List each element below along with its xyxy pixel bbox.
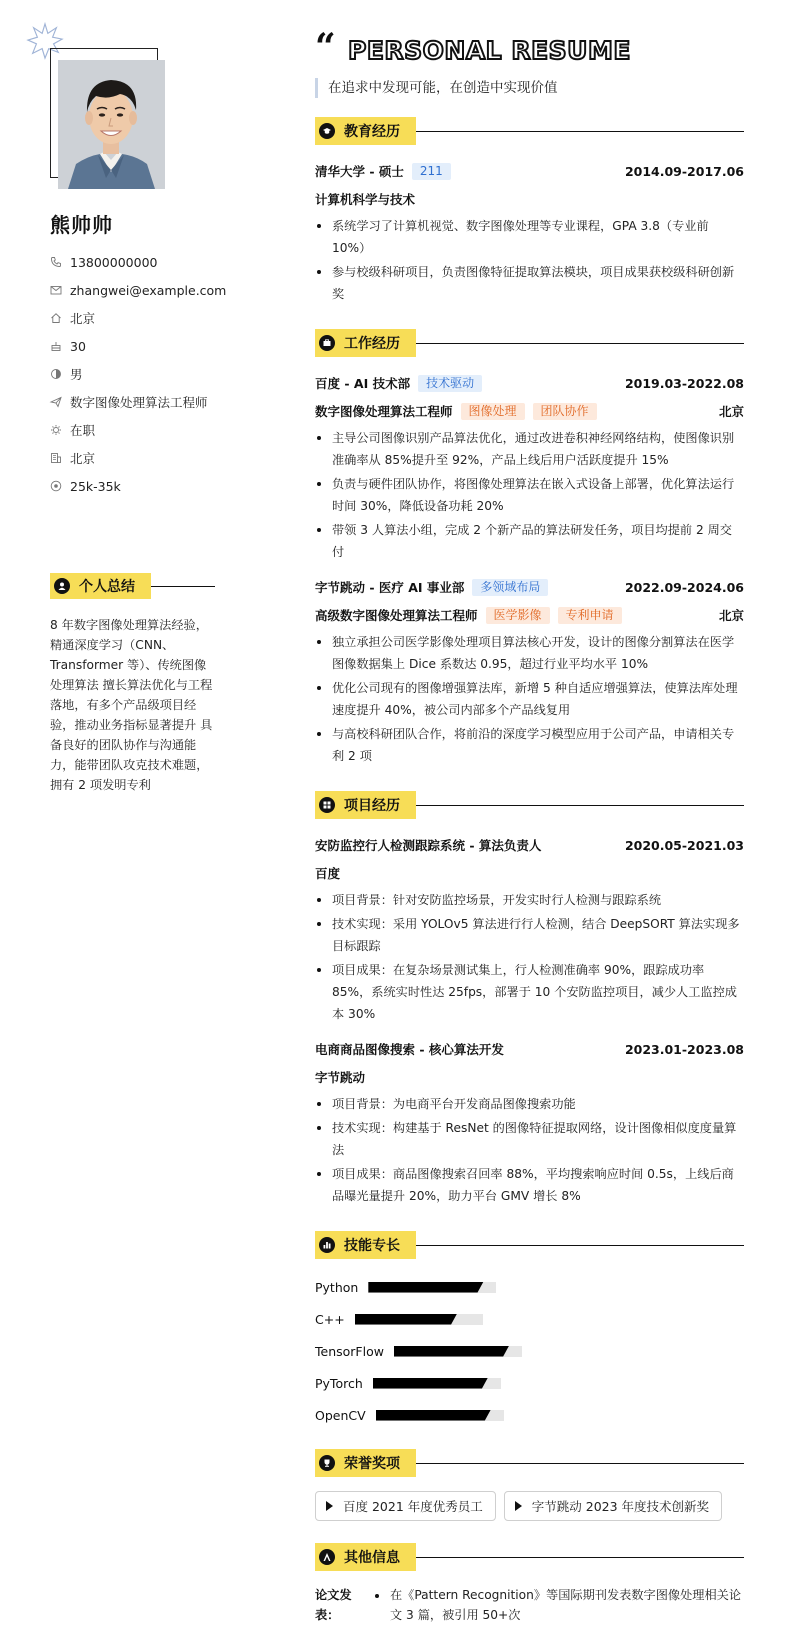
list-item: 主导公司图像识别产品算法优化，通过改进卷积神经网络结构，使图像识别准确率从 85%提升至 92%，产品上线后用户活跃度提升 15% [315, 427, 744, 471]
list-item: 项目背景：为电商平台开发商品图像搜索功能 [315, 1093, 744, 1115]
list-item: 带领 3 人算法小组，完成 2 个新产品的算法研发任务，项目均提前 2 周交付 [315, 519, 744, 563]
job-tag: 团队协作 [533, 403, 597, 420]
project-date: 2020.05-2021.03 [624, 837, 744, 853]
skill-bar [394, 1346, 522, 1357]
project-entry [315, 1035, 744, 1207]
award-badge [315, 1491, 496, 1521]
gender-icon [50, 367, 70, 381]
job-city: 北京 [718, 404, 744, 419]
skill-name: Python [315, 1279, 359, 1295]
list-item: 技术实现：采用 YOLOv5 算法进行行人检测，结合 DeepSORT 算法实现多目标跟踪 [315, 913, 744, 957]
school-name: 清华大学 - 硕士 [315, 164, 404, 179]
skill-bar [376, 1410, 504, 1421]
candidate-name: 熊帅帅 [50, 213, 113, 237]
award-label: 字节跳动 2023 年度技术创新奖 [531, 1499, 710, 1514]
skill-item [315, 1271, 535, 1303]
bar-chart-icon [319, 1237, 335, 1253]
list-item: 系统学习了计算机视觉、数字图像处理等专业课程，GPA 3.8（专业前 10%） [315, 215, 744, 259]
skill-name: TensorFlow [315, 1343, 384, 1359]
mail-icon [50, 283, 70, 297]
skill-bar [355, 1314, 483, 1325]
education-title: 教育经历 [344, 124, 400, 140]
skill-name: OpenCV [315, 1407, 366, 1423]
project-name: 安防监控行人检测跟踪系统 - 算法负责人 [315, 838, 542, 853]
project-name: 电商商品图像搜索 - 核心算法开发 [315, 1042, 504, 1057]
school-tag: 211 [412, 163, 451, 180]
list-item: 负责与硬件团队协作，将图像处理算法在嵌入式设备上部署，优化算法运行时间 30%，降低设备功耗 20% [315, 473, 744, 517]
list-item: 优化公司现有的图像增强算法库，新增 5 种自适应增强算法，使算法库处理速度提升 40%，被公司内部多个产品线复用 [315, 677, 744, 721]
cake-icon [50, 339, 70, 353]
job-entry [315, 369, 744, 563]
skill-item [315, 1399, 535, 1431]
list-item: 参与校级科研项目，负责图像特征提取算法模块，项目成果获校级科研创新奖 [315, 261, 744, 305]
job-tag: 医学影像 [486, 607, 550, 624]
info-gender [50, 360, 230, 388]
publications-list [373, 1585, 744, 1627]
awards-heading [315, 1449, 744, 1477]
project-entry [315, 831, 744, 1025]
user-icon [54, 578, 70, 594]
project-org-row [315, 1063, 744, 1091]
play-icon [326, 1501, 333, 1511]
sidebar [0, 0, 240, 1445]
grid-icon [319, 797, 335, 813]
info-position [50, 388, 230, 416]
info-city [50, 444, 230, 472]
phone-text: 13800000000 [70, 254, 158, 270]
status-icon [50, 423, 70, 437]
job-position: 高级数字图像处理算法工程师 [315, 608, 478, 623]
skill-item [315, 1367, 535, 1399]
briefcase-icon [319, 335, 335, 351]
education-row [315, 157, 744, 185]
graduation-cap-icon [319, 123, 335, 139]
gender-text: 男 [70, 367, 83, 382]
awards-section [315, 1449, 744, 1521]
company-tag: 技术驱动 [418, 375, 482, 392]
other-heading [315, 1543, 744, 1571]
info-phone [50, 248, 230, 276]
skill-name: PyTorch [315, 1375, 363, 1391]
play-icon [515, 1501, 522, 1511]
motto: 在追求中发现可能，在创造中实现价值 [315, 78, 558, 98]
contact-info-list [50, 248, 230, 500]
info-home [50, 304, 230, 332]
major-row [315, 185, 744, 213]
skill-item [315, 1335, 535, 1367]
home-icon [50, 311, 70, 325]
resume-title: PERSONAL RESUME [348, 36, 631, 65]
education-date: 2014.09-2017.06 [624, 163, 744, 179]
job-date: 2019.03-2022.08 [624, 375, 744, 391]
projects-section [315, 791, 744, 1207]
age-text: 30 [70, 338, 86, 354]
send-icon [50, 395, 70, 409]
info-status [50, 416, 230, 444]
skill-name: C++ [315, 1311, 345, 1327]
job-position-row [315, 601, 744, 629]
list-item: 项目成果：在复杂场景测试集上，行人检测准确率 90%，跟踪成功率 85%，系统实时性达 25fps，部署于 10 个安防监控项目，减少人工监控成本 30% [315, 959, 744, 1025]
email-text: zhangwei@example.com [70, 282, 227, 298]
award-label: 百度 2021 年度优秀员工 [343, 1499, 483, 1514]
work-title: 工作经历 [344, 336, 400, 352]
money-icon [50, 479, 70, 493]
trophy-icon [319, 1455, 335, 1471]
summary-text: 8 年数字图像处理算法经验，精通深度学习（CNN、Transformer 等）、传统图像处理算法 擅长算法优化与工程落地，有多个产品级项目经验，推动业务指标显著提升 具备良好的团队协作与沟通能力，能带团队攻克技术难题，拥有 2 项发明专利 [50, 618, 213, 792]
education-section [315, 117, 744, 305]
project-org: 字节跳动 [315, 1070, 366, 1085]
skills-heading [315, 1231, 744, 1259]
position-text: 数字图像处理算法工程师 [70, 395, 208, 410]
list-item: 独立承担公司医学影像处理项目算法核心开发，设计的图像分割算法在医学图像数据集上 Dice 系数达 0.95，超过行业平均水平 10% [315, 631, 744, 675]
quote-mark: “ [315, 26, 336, 68]
projects-title: 项目经历 [344, 798, 400, 814]
job-city: 北京 [718, 608, 744, 623]
project-row [315, 1035, 744, 1063]
work-section [315, 329, 744, 767]
job-company-row [315, 573, 744, 601]
info-salary [50, 472, 230, 500]
summary-heading [50, 572, 215, 600]
other-section [315, 1543, 744, 1627]
skill-item [315, 1303, 535, 1335]
project-bullets [315, 889, 744, 1025]
publications-row [315, 1585, 744, 1627]
job-tag: 图像处理 [461, 403, 525, 420]
work-heading [315, 329, 744, 357]
skills-section [315, 1231, 744, 1431]
project-org-row [315, 859, 744, 887]
award-badge [504, 1491, 722, 1521]
job-position: 数字图像处理算法工程师 [315, 404, 453, 419]
job-bullets [315, 631, 744, 767]
info-email [50, 276, 230, 304]
project-bullets [315, 1093, 744, 1207]
job-bullets [315, 427, 744, 563]
project-org: 百度 [315, 866, 341, 881]
education-bullets [315, 215, 744, 305]
job-entry [315, 573, 744, 767]
project-date: 2023.01-2023.08 [624, 1041, 744, 1057]
awards-title: 荣誉奖项 [344, 1456, 400, 1472]
publications-label: 论文发表： [315, 1588, 352, 1622]
projects-heading [315, 791, 744, 819]
avatar [58, 60, 165, 189]
status-text: 在职 [70, 423, 96, 438]
summary-title: 个人总结 [79, 579, 135, 595]
list-item: 技术实现：构建基于 ResNet 的图像特征提取网络，设计图像相似度度量算法 [315, 1117, 744, 1161]
education-heading [315, 117, 744, 145]
major: 计算机科学与技术 [315, 192, 416, 207]
list-item: 在《Pattern Recognition》等国际期刊发表数字图像处理相关论文 3 篇，被引用 50+次 [373, 1585, 744, 1625]
building-icon [50, 451, 70, 465]
main-content [315, 117, 744, 1627]
job-tag: 专利申请 [558, 607, 622, 624]
company-name: 字节跳动 - 医疗 AI 事业部 [315, 580, 465, 595]
skill-bar [368, 1282, 496, 1293]
job-company-row [315, 369, 744, 397]
company-name: 百度 - AI 技术部 [315, 376, 411, 391]
job-date: 2022.09-2024.06 [624, 579, 744, 595]
project-row [315, 831, 744, 859]
other-title: 其他信息 [344, 1550, 400, 1566]
skills-list [315, 1271, 744, 1431]
salary-text: 25k-35k [70, 478, 121, 494]
phone-icon [50, 255, 70, 269]
home-text: 北京 [70, 311, 96, 326]
skills-title: 技能专长 [344, 1238, 400, 1254]
skill-bar [373, 1378, 501, 1389]
awards-list [315, 1491, 744, 1521]
info-age [50, 332, 230, 360]
list-item: 项目成果：商品图像搜索召回率 88%，平均搜索响应时间 0.5s，上线后商品曝光量提升 20%，助力平台 GMV 增长 8% [315, 1163, 744, 1207]
info-icon [319, 1549, 335, 1565]
company-tag: 多领域布局 [472, 579, 548, 596]
list-item: 与高校科研团队合作，将前沿的深度学习模型应用于公司产品，申请相关专利 2 项 [315, 723, 744, 767]
city-text: 北京 [70, 451, 96, 466]
list-item: 项目背景：针对安防监控场景，开发实时行人检测与跟踪系统 [315, 889, 744, 911]
job-position-row [315, 397, 744, 425]
